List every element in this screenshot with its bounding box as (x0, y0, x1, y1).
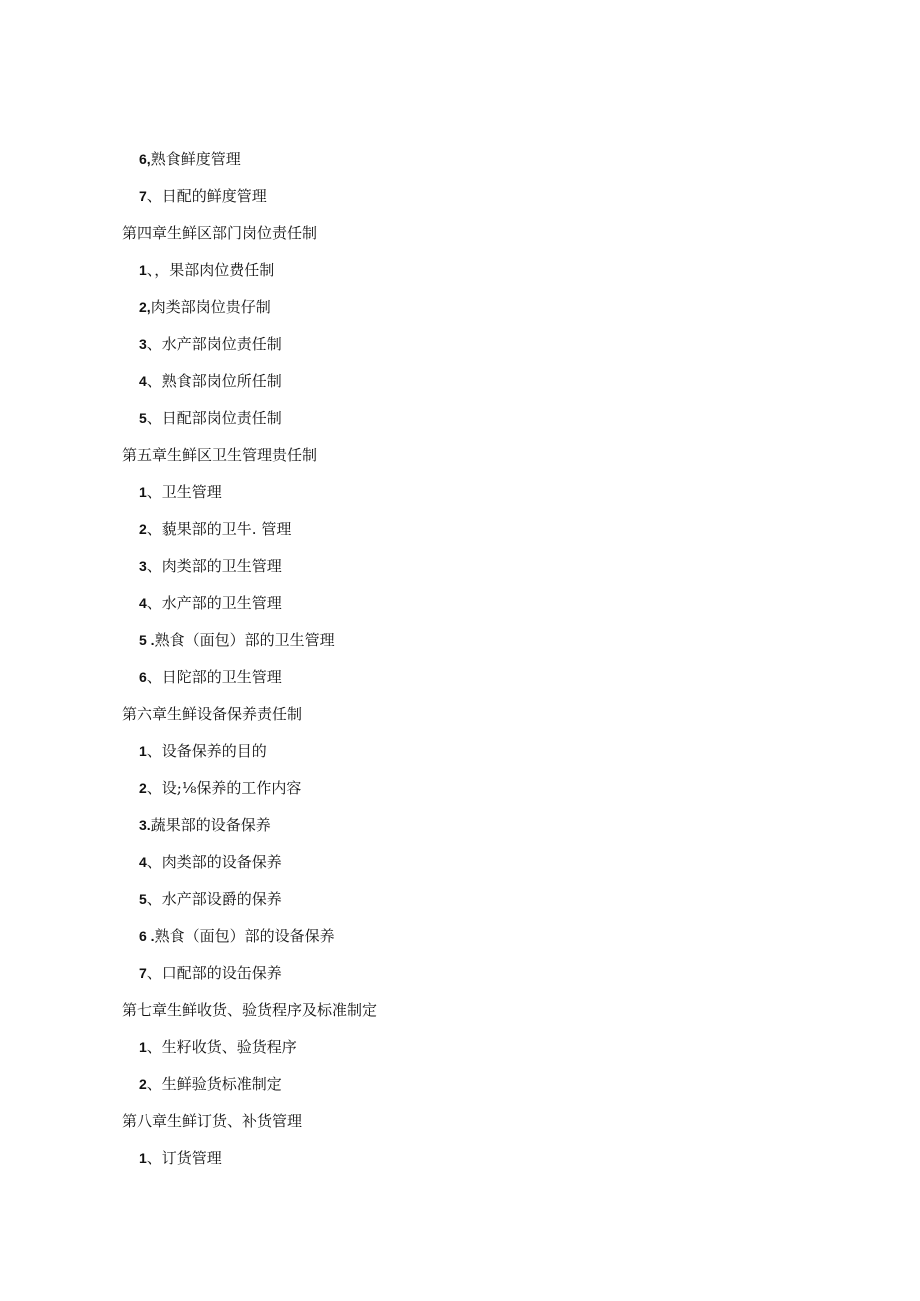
table-of-contents (0, 141, 920, 1177)
toc-item-title: 、生鲜验货标准制定 (146, 1075, 282, 1093)
toc-item-number: 2, (139, 299, 151, 315)
toc-item-title: 、设;⅛保养的工作内容 (146, 779, 302, 797)
toc-item-title: 、水产部设爵的保养 (146, 890, 282, 908)
toc-item-number: 1 (139, 484, 147, 500)
toc-item-title: 肉类部岗位贵仔制 (150, 298, 271, 316)
toc-item-number: 1 (139, 743, 147, 759)
toc-item-number: 6, (139, 151, 151, 167)
toc-section-item (0, 881, 920, 918)
toc-section-item (0, 585, 920, 622)
toc-section-item (0, 918, 920, 955)
toc-item-title: 、藐果部的卫牛. 管理 (146, 520, 292, 538)
toc-item-number: 1 (139, 262, 147, 278)
toc-section-item (0, 844, 920, 881)
toc-section-item (0, 363, 920, 400)
toc-section-item (0, 511, 920, 548)
toc-item-number: 3. (139, 817, 151, 833)
toc-item-number: 3 (139, 336, 147, 352)
toc-item-number: 4 (139, 854, 147, 870)
toc-item-title: 蔬果部的设备保养 (150, 816, 271, 834)
toc-item-number: 5 . (139, 632, 155, 648)
toc-section-item (0, 326, 920, 363)
toc-item-title: 、水产部的卫生管理 (146, 594, 282, 612)
toc-section-item (0, 659, 920, 696)
toc-item-number: 7 (139, 188, 147, 204)
toc-section-item (0, 622, 920, 659)
toc-section-item (0, 400, 920, 437)
toc-item-title: 、日陀部的卫生管理 (146, 668, 282, 686)
toc-item-number: 5 (139, 891, 147, 907)
toc-item-number: 4 (139, 595, 147, 611)
toc-section-item (0, 1029, 920, 1066)
toc-chapter-heading: 第六章生鲜设备保养责任制 (122, 705, 303, 723)
toc-section-item (0, 770, 920, 807)
toc-item-title: 、熟食部岗位所任制 (146, 372, 282, 390)
toc-item-title: 、口配部的设缶保养 (146, 964, 282, 982)
toc-item-number: 7 (139, 965, 147, 981)
toc-item-title: 、日配部岗位责任制 (146, 409, 282, 427)
toc-section-item (0, 955, 920, 992)
toc-item-number: 6 . (139, 928, 155, 944)
toc-item-number: 2 (139, 780, 147, 796)
toc-item-title: 、设备保养的目的 (146, 742, 267, 760)
toc-chapter-heading: 第四章生鲜区部门岗位责任制 (122, 224, 318, 242)
toc-item-number: 6 (139, 669, 147, 685)
toc-chapter-heading: 第八章生鲜订货、补货管理 (122, 1112, 303, 1130)
toc-item-number: 2 (139, 1076, 147, 1092)
toc-section-item (0, 733, 920, 770)
toc-section-item (0, 1066, 920, 1103)
toc-chapter-heading: 第五章生鲜区卫生管理贵任制 (122, 446, 318, 464)
toc-section-item (0, 252, 920, 289)
toc-item-title: 、日配的鲜度管理 (146, 187, 267, 205)
toc-item-number: 3 (139, 558, 147, 574)
toc-item-title: 、肉类部的设备保养 (146, 853, 282, 871)
toc-section-item (0, 1140, 920, 1177)
toc-item-title: 熟食（面包）部的卫生管理 (154, 631, 335, 649)
toc-section-item (0, 548, 920, 585)
toc-item-number: 4 (139, 373, 147, 389)
toc-item-title: 、订货管理 (146, 1149, 222, 1167)
toc-item-number: 1 (139, 1150, 147, 1166)
toc-item-title: 、卫生管理 (146, 483, 222, 501)
toc-section-item (0, 141, 920, 178)
toc-section-item (0, 178, 920, 215)
toc-item-title: 、生籽收货、验货程序 (146, 1038, 297, 1056)
toc-chapter-heading: 第七章生鲜收货、验货程序及标准制定 (122, 1001, 378, 1019)
toc-item-title: 熟食鲜度管理 (150, 150, 241, 168)
toc-section-item (0, 474, 920, 511)
toc-item-title: 、肉类部的卫生管理 (146, 557, 282, 575)
toc-section-item (0, 807, 920, 844)
toc-item-title: 、水产部岗位责任制 (146, 335, 282, 353)
toc-item-number: 2 (139, 521, 147, 537)
toc-section-item (0, 289, 920, 326)
toc-item-number: 5 (139, 410, 147, 426)
toc-item-title: 熟食（面包）部的设备保养 (154, 927, 335, 945)
toc-item-number: 1 (139, 1039, 147, 1055)
toc-item-title: 、，果部肉位费任制 (146, 261, 275, 279)
